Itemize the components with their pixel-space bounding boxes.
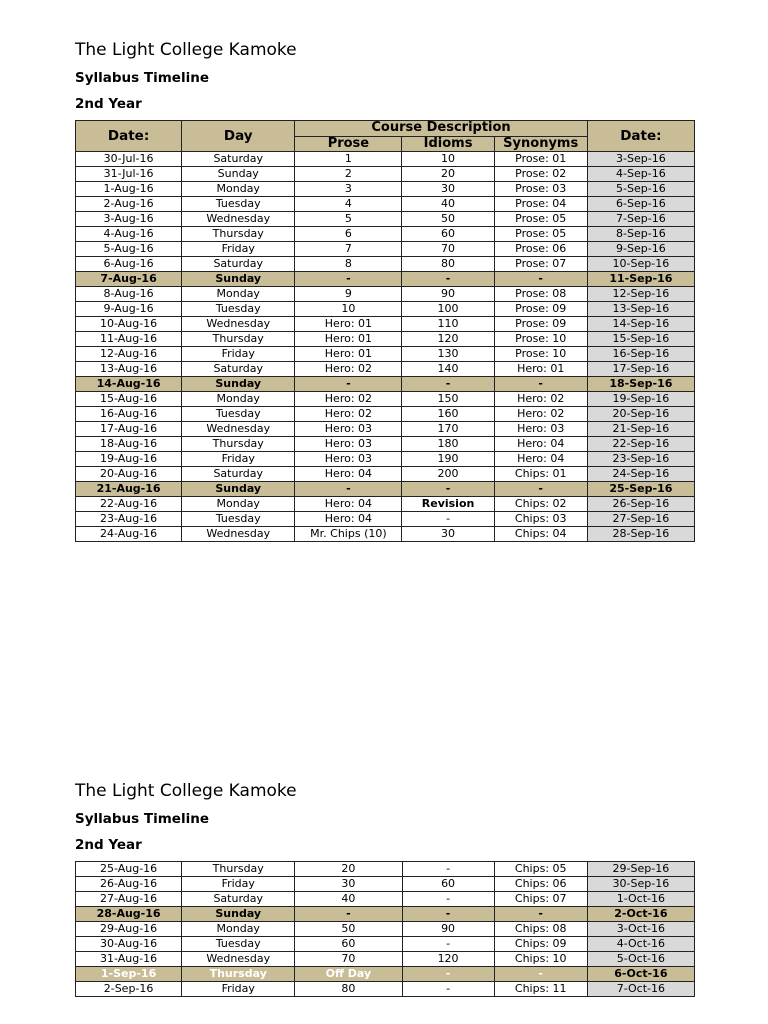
header-course-description: Course Description (295, 121, 587, 137)
cell-synonyms: Prose: 10 (494, 332, 587, 347)
cell-date-2: 11-Sep-16 (587, 272, 694, 287)
cell-date-2: 19-Sep-16 (587, 392, 694, 407)
cell-date-2: 7-Sep-16 (587, 212, 694, 227)
table-row (76, 952, 695, 967)
cell-prose: 40 (295, 892, 402, 907)
cell-day: Monday (182, 922, 295, 937)
cell-day: Thursday (182, 227, 295, 242)
cell-idioms: 50 (402, 212, 494, 227)
cell-date: 31-Jul-16 (76, 167, 182, 182)
cell-day: Saturday (182, 152, 295, 167)
cell-date-2: 22-Sep-16 (587, 437, 694, 452)
cell-idioms: 10 (402, 152, 494, 167)
cell-day: Tuesday (182, 407, 295, 422)
table-row (76, 982, 695, 997)
table-row (76, 182, 695, 197)
cell-synonyms: Prose: 02 (494, 167, 587, 182)
cell-prose: Hero: 01 (295, 317, 402, 332)
table-row (76, 302, 695, 317)
cell-date: 14-Aug-16 (76, 377, 182, 392)
cell-synonyms: Chips: 09 (494, 937, 587, 952)
cell-prose: Hero: 04 (295, 497, 402, 512)
holiday-row (76, 482, 695, 497)
cell-synonyms: Prose: 05 (494, 212, 587, 227)
cell-prose: 4 (295, 197, 402, 212)
cell-date-2: 9-Sep-16 (587, 242, 694, 257)
cell-date: 25-Aug-16 (76, 862, 182, 877)
cell-idioms: 60 (402, 227, 494, 242)
table-row (76, 937, 695, 952)
cell-day: Wednesday (182, 212, 295, 227)
cell-date-2: 20-Sep-16 (587, 407, 694, 422)
cell-synonyms: Chips: 01 (494, 467, 587, 482)
cell-prose: 10 (295, 302, 402, 317)
cell-day: Tuesday (182, 302, 295, 317)
cell-synonyms: Hero: 03 (494, 422, 587, 437)
table-row (76, 497, 695, 512)
table-row (76, 877, 695, 892)
cell-date: 5-Aug-16 (76, 242, 182, 257)
cell-day: Tuesday (182, 197, 295, 212)
table-row (76, 862, 695, 877)
cell-prose: Hero: 04 (295, 467, 402, 482)
cell-date-2: 6-Oct-16 (587, 967, 694, 982)
cell-idioms: 90 (402, 287, 494, 302)
cell-day: Wednesday (182, 952, 295, 967)
cell-prose: 30 (295, 877, 402, 892)
cell-prose: Hero: 01 (295, 332, 402, 347)
cell-day: Sunday (182, 272, 295, 287)
cell-idioms: 100 (402, 302, 494, 317)
cell-idioms: 180 (402, 437, 494, 452)
cell-idioms: - (402, 937, 494, 952)
table-row (76, 317, 695, 332)
cell-date: 12-Aug-16 (76, 347, 182, 362)
cell-synonyms: Chips: 07 (494, 892, 587, 907)
cell-date-2: 3-Oct-16 (587, 922, 694, 937)
table-row (76, 242, 695, 257)
table-row (76, 422, 695, 437)
cell-day: Monday (182, 497, 295, 512)
cell-idioms: - (402, 862, 494, 877)
cell-idioms: 80 (402, 257, 494, 272)
table-row (76, 212, 695, 227)
cell-date-2: 30-Sep-16 (587, 877, 694, 892)
cell-date: 26-Aug-16 (76, 877, 182, 892)
cell-day: Tuesday (182, 937, 295, 952)
cell-date-2: 23-Sep-16 (587, 452, 694, 467)
cell-day: Saturday (182, 467, 295, 482)
cell-prose: 2 (295, 167, 402, 182)
year-label: 2nd Year (75, 96, 142, 112)
cell-date: 17-Aug-16 (76, 422, 182, 437)
table-row (76, 347, 695, 362)
cell-prose: - (295, 377, 402, 392)
cell-synonyms: Hero: 04 (494, 437, 587, 452)
cell-synonyms: Prose: 06 (494, 242, 587, 257)
cell-prose: - (295, 482, 402, 497)
cell-synonyms: Chips: 03 (494, 512, 587, 527)
cell-date-2: 26-Sep-16 (587, 497, 694, 512)
cell-date-2: 2-Oct-16 (587, 907, 694, 922)
cell-date-2: 12-Sep-16 (587, 287, 694, 302)
cell-synonyms: Chips: 10 (494, 952, 587, 967)
cell-date: 30-Aug-16 (76, 937, 182, 952)
header-date: Date: (76, 121, 182, 152)
year-label: 2nd Year (75, 837, 142, 853)
cell-date-2: 29-Sep-16 (587, 862, 694, 877)
cell-date-2: 18-Sep-16 (587, 377, 694, 392)
table-row (76, 392, 695, 407)
cell-day: Saturday (182, 257, 295, 272)
cell-date: 3-Aug-16 (76, 212, 182, 227)
cell-date: 2-Sep-16 (76, 982, 182, 997)
cell-date: 7-Aug-16 (76, 272, 182, 287)
cell-prose: 5 (295, 212, 402, 227)
cell-synonyms: Prose: 04 (494, 197, 587, 212)
cell-prose: Hero: 02 (295, 362, 402, 377)
cell-synonyms: Chips: 08 (494, 922, 587, 937)
schedule-table (75, 861, 695, 997)
cell-prose: 70 (295, 952, 402, 967)
table-row (76, 197, 695, 212)
cell-date-2: 6-Sep-16 (587, 197, 694, 212)
cell-date: 22-Aug-16 (76, 497, 182, 512)
cell-date: 31-Aug-16 (76, 952, 182, 967)
cell-idioms: 130 (402, 347, 494, 362)
header-synonyms: Synonyms (494, 136, 587, 152)
cell-date-2: 4-Sep-16 (587, 167, 694, 182)
cell-date-2: 28-Sep-16 (587, 527, 694, 542)
cell-idioms: 70 (402, 242, 494, 257)
table-row (76, 167, 695, 182)
header-date-2: Date: (587, 121, 694, 152)
cell-date-2: 7-Oct-16 (587, 982, 694, 997)
cell-day: Monday (182, 287, 295, 302)
cell-idioms: 120 (402, 332, 494, 347)
cell-day: Saturday (182, 892, 295, 907)
cell-prose: 50 (295, 922, 402, 937)
cell-day: Friday (182, 242, 295, 257)
cell-date-2: 5-Sep-16 (587, 182, 694, 197)
cell-idioms: 30 (402, 527, 494, 542)
cell-date-2: 13-Sep-16 (587, 302, 694, 317)
cell-day: Sunday (182, 482, 295, 497)
header-prose: Prose (295, 136, 402, 152)
cell-day: Thursday (182, 862, 295, 877)
cell-day: Monday (182, 392, 295, 407)
cell-prose: Hero: 03 (295, 422, 402, 437)
cell-synonyms: - (494, 272, 587, 287)
cell-date: 30-Jul-16 (76, 152, 182, 167)
holiday-row (76, 907, 695, 922)
cell-synonyms: Prose: 03 (494, 182, 587, 197)
cell-idioms: 60 (402, 877, 494, 892)
cell-synonyms: Prose: 08 (494, 287, 587, 302)
college-title: The Light College Kamoke (75, 40, 297, 60)
cell-prose: 9 (295, 287, 402, 302)
schedule-table (75, 120, 695, 542)
cell-idioms: 160 (402, 407, 494, 422)
cell-synonyms: Hero: 02 (494, 407, 587, 422)
cell-prose: - (295, 907, 402, 922)
cell-date: 27-Aug-16 (76, 892, 182, 907)
cell-prose: Hero: 03 (295, 452, 402, 467)
cell-synonyms: Hero: 04 (494, 452, 587, 467)
cell-prose: 8 (295, 257, 402, 272)
cell-date: 19-Aug-16 (76, 452, 182, 467)
cell-idioms: 40 (402, 197, 494, 212)
table-row (76, 362, 695, 377)
cell-idioms: - (402, 967, 494, 982)
cell-day: Thursday (182, 437, 295, 452)
table-row (76, 467, 695, 482)
cell-synonyms: - (494, 907, 587, 922)
cell-synonyms: Chips: 11 (494, 982, 587, 997)
cell-idioms: 90 (402, 922, 494, 937)
cell-date-2: 14-Sep-16 (587, 317, 694, 332)
cell-day: Friday (182, 347, 295, 362)
table-row (76, 287, 695, 302)
cell-date-2: 4-Oct-16 (587, 937, 694, 952)
cell-date: 4-Aug-16 (76, 227, 182, 242)
cell-prose: 1 (295, 152, 402, 167)
cell-idioms: 140 (402, 362, 494, 377)
cell-date: 18-Aug-16 (76, 437, 182, 452)
cell-date: 29-Aug-16 (76, 922, 182, 937)
cell-date: 23-Aug-16 (76, 512, 182, 527)
cell-day: Saturday (182, 362, 295, 377)
cell-idioms: - (402, 272, 494, 287)
cell-date-2: 21-Sep-16 (587, 422, 694, 437)
cell-idioms: - (402, 482, 494, 497)
cell-prose: 7 (295, 242, 402, 257)
cell-day: Friday (182, 877, 295, 892)
cell-idioms: Revision (402, 497, 494, 512)
cell-idioms: 30 (402, 182, 494, 197)
cell-prose: Mr. Chips (10) (295, 527, 402, 542)
cell-prose: 60 (295, 937, 402, 952)
cell-date: 21-Aug-16 (76, 482, 182, 497)
cell-idioms: 150 (402, 392, 494, 407)
cell-synonyms: Hero: 02 (494, 392, 587, 407)
cell-date-2: 10-Sep-16 (587, 257, 694, 272)
table-row (76, 512, 695, 527)
holiday-row (76, 272, 695, 287)
table-row (76, 407, 695, 422)
cell-day: Tuesday (182, 512, 295, 527)
cell-prose: Hero: 03 (295, 437, 402, 452)
cell-idioms: - (402, 512, 494, 527)
cell-date-2: 5-Oct-16 (587, 952, 694, 967)
cell-prose: - (295, 272, 402, 287)
cell-idioms: 20 (402, 167, 494, 182)
timeline-section-2 (75, 781, 695, 997)
cell-synonyms: Prose: 05 (494, 227, 587, 242)
cell-date-2: 16-Sep-16 (587, 347, 694, 362)
cell-date-2: 1-Oct-16 (587, 892, 694, 907)
timeline-section-1 (75, 40, 695, 542)
schedule-body (76, 862, 695, 997)
cell-synonyms: Prose: 10 (494, 347, 587, 362)
cell-day: Wednesday (182, 527, 295, 542)
cell-date: 10-Aug-16 (76, 317, 182, 332)
cell-date-2: 27-Sep-16 (587, 512, 694, 527)
cell-date-2: 24-Sep-16 (587, 467, 694, 482)
cell-idioms: - (402, 892, 494, 907)
cell-prose: Hero: 01 (295, 347, 402, 362)
table-row (76, 452, 695, 467)
cell-synonyms: Hero: 01 (494, 362, 587, 377)
cell-day: Thursday (182, 332, 295, 347)
cell-prose: 6 (295, 227, 402, 242)
cell-date: 28-Aug-16 (76, 907, 182, 922)
cell-date: 13-Aug-16 (76, 362, 182, 377)
college-title: The Light College Kamoke (75, 781, 297, 801)
cell-idioms: 190 (402, 452, 494, 467)
cell-date-2: 25-Sep-16 (587, 482, 694, 497)
cell-date: 16-Aug-16 (76, 407, 182, 422)
cell-day: Friday (182, 452, 295, 467)
cell-day: Wednesday (182, 422, 295, 437)
cell-date: 6-Aug-16 (76, 257, 182, 272)
cell-synonyms: - (494, 377, 587, 392)
cell-prose: Hero: 04 (295, 512, 402, 527)
cell-prose: Off Day (295, 967, 402, 982)
cell-prose: 80 (295, 982, 402, 997)
cell-idioms: - (402, 982, 494, 997)
table-row (76, 152, 695, 167)
cell-synonyms: Prose: 07 (494, 257, 587, 272)
cell-idioms: 170 (402, 422, 494, 437)
cell-prose: Hero: 02 (295, 407, 402, 422)
cell-synonyms: Prose: 09 (494, 317, 587, 332)
timeline-subtitle: Syllabus Timeline (75, 70, 209, 86)
cell-date: 9-Aug-16 (76, 302, 182, 317)
cell-prose: Hero: 02 (295, 392, 402, 407)
cell-day: Thursday (182, 967, 295, 982)
table-row (76, 227, 695, 242)
cell-day: Sunday (182, 907, 295, 922)
cell-day: Sunday (182, 167, 295, 182)
cell-synonyms: Prose: 01 (494, 152, 587, 167)
cell-synonyms: Chips: 04 (494, 527, 587, 542)
cell-idioms: 200 (402, 467, 494, 482)
header-day: Day (182, 121, 295, 152)
cell-date: 2-Aug-16 (76, 197, 182, 212)
cell-day: Wednesday (182, 317, 295, 332)
cell-synonyms: - (494, 967, 587, 982)
cell-date: 11-Aug-16 (76, 332, 182, 347)
header-idioms: Idioms (402, 136, 494, 152)
table-row (76, 892, 695, 907)
cell-date: 1-Aug-16 (76, 182, 182, 197)
cell-idioms: 120 (402, 952, 494, 967)
cell-day: Friday (182, 982, 295, 997)
cell-date-2: 17-Sep-16 (587, 362, 694, 377)
cell-prose: 3 (295, 182, 402, 197)
table-row (76, 257, 695, 272)
timeline-subtitle: Syllabus Timeline (75, 811, 209, 827)
holiday-row (76, 377, 695, 392)
table-row (76, 332, 695, 347)
cell-prose: 20 (295, 862, 402, 877)
cell-date-2: 15-Sep-16 (587, 332, 694, 347)
cell-date: 20-Aug-16 (76, 467, 182, 482)
cell-synonyms: Prose: 09 (494, 302, 587, 317)
cell-synonyms: Chips: 05 (494, 862, 587, 877)
cell-synonyms: - (494, 482, 587, 497)
table-row (76, 527, 695, 542)
schedule-body (76, 152, 695, 542)
cell-date: 8-Aug-16 (76, 287, 182, 302)
cell-synonyms: Chips: 06 (494, 877, 587, 892)
cell-date-2: 8-Sep-16 (587, 227, 694, 242)
table-row (76, 437, 695, 452)
cell-day: Monday (182, 182, 295, 197)
cell-date-2: 3-Sep-16 (587, 152, 694, 167)
off-day-row (76, 967, 695, 982)
cell-idioms: - (402, 907, 494, 922)
table-row (76, 922, 695, 937)
cell-day: Sunday (182, 377, 295, 392)
cell-idioms: - (402, 377, 494, 392)
cell-date: 1-Sep-16 (76, 967, 182, 982)
cell-idioms: 110 (402, 317, 494, 332)
cell-date: 24-Aug-16 (76, 527, 182, 542)
cell-date: 15-Aug-16 (76, 392, 182, 407)
cell-synonyms: Chips: 02 (494, 497, 587, 512)
